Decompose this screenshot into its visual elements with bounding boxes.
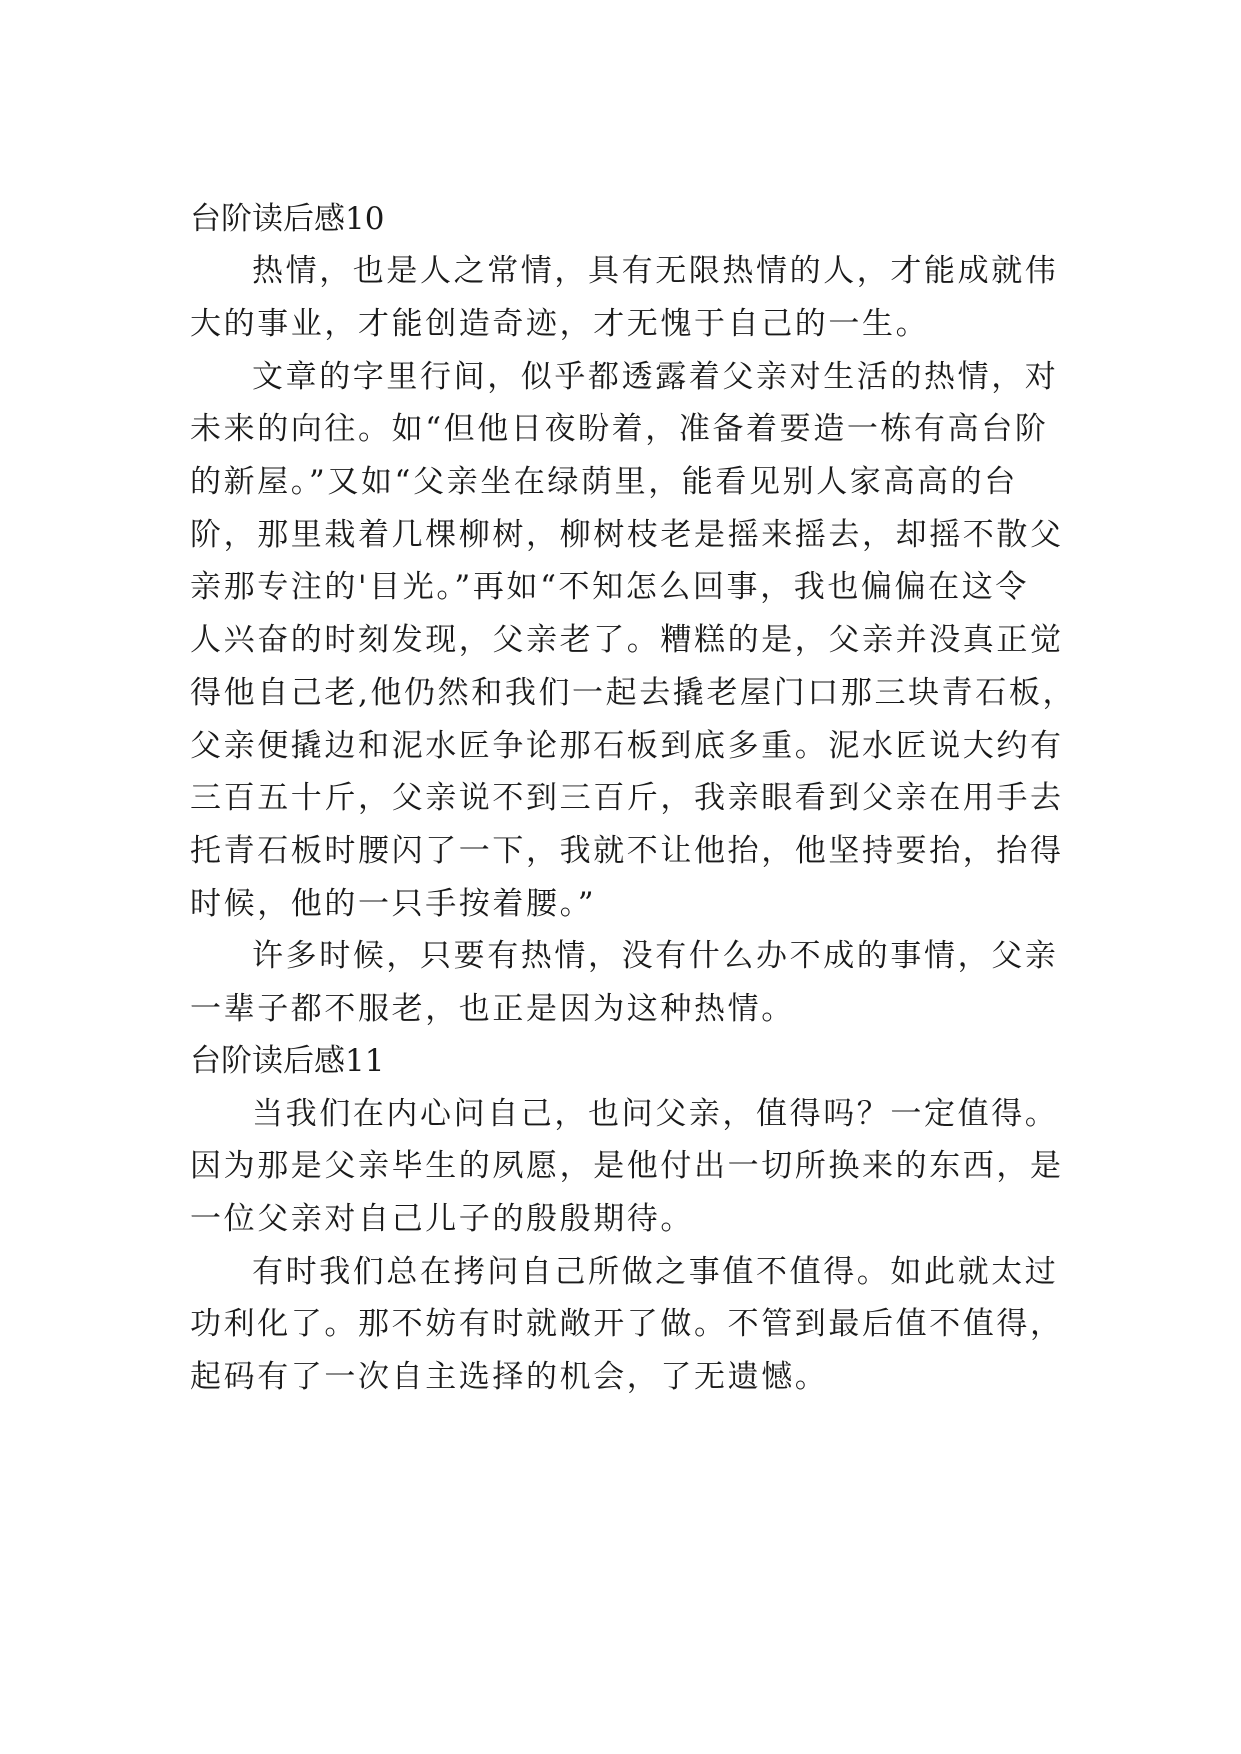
paragraph-line: 一辈子都不服老，也正是因为这种热情。 xyxy=(190,991,795,1027)
paragraph-line: 三百五十斤，父亲说不到三百斤，我亲眼看到父亲在用手去 xyxy=(190,780,1064,816)
section-heading: 台阶读后感10 xyxy=(190,201,385,237)
paragraph-line: 阶，那里栽着几棵柳树，柳树枝老是摇来摇去，却摇不散父 xyxy=(190,517,1064,553)
paragraph-line: 热情，也是人之常情，具有无限热情的人，才能成就伟 xyxy=(252,253,1059,289)
paragraph-line: 文章的字里行间，似乎都透露着父亲对生活的热情，对 xyxy=(252,359,1059,395)
paragraph-line: 一位父亲对自己儿子的殷殷期待。 xyxy=(190,1201,694,1237)
paragraph-line: 有时我们总在拷问自己所做之事值不值得。如此就太过 xyxy=(252,1254,1059,1290)
paragraph-line: 托青石板时腰闪了一下，我就不让他抬，他坚持要抬，抬得 xyxy=(190,833,1064,869)
paragraph-line: 时候，他的一只手按着腰。” xyxy=(190,886,597,922)
paragraph-line: 功利化了。那不妨有时就敞开了做。不管到最后值不值得， xyxy=(190,1306,1064,1342)
paragraph-line: 亲那专注的'目光。”再如“不知怎么回事，我也偏偏在这令 xyxy=(190,569,1029,605)
paragraph-line: 父亲便撬边和泥水匠争论那石板到底多重。泥水匠说大约有 xyxy=(190,728,1064,764)
paragraph-line: 大的事业，才能创造奇迹，才无愧于自己的一生。 xyxy=(190,306,930,342)
paragraph-line: 起码有了一次自主选择的机会，了无遗憾。 xyxy=(190,1359,829,1395)
paragraph-line: 未来的向往。如“但他日夜盼着，准备着要造一栋有高台阶 xyxy=(190,411,1049,447)
paragraph-line: 许多时候，只要有热情，没有什么办不成的事情，父亲 xyxy=(252,938,1059,974)
paragraph-line: 当我们在内心问自己，也问父亲，值得吗？一定值得。 xyxy=(252,1096,1059,1132)
paragraph-line: 因为那是父亲毕生的夙愿，是他付出一切所换来的东西，是 xyxy=(190,1148,1064,1184)
paragraph-line: 得他自己老,他仍然和我们一起去撬老屋门口那三块青石板， xyxy=(190,675,1077,711)
paragraph-line: 的新屋。”又如“父亲坐在绿荫里，能看见别人家高高的台 xyxy=(190,464,1018,500)
paragraph-line: 人兴奋的时刻发现，父亲老了。糟糕的是，父亲并没真正觉 xyxy=(190,622,1064,658)
section-heading: 台阶读后感11 xyxy=(190,1043,385,1079)
